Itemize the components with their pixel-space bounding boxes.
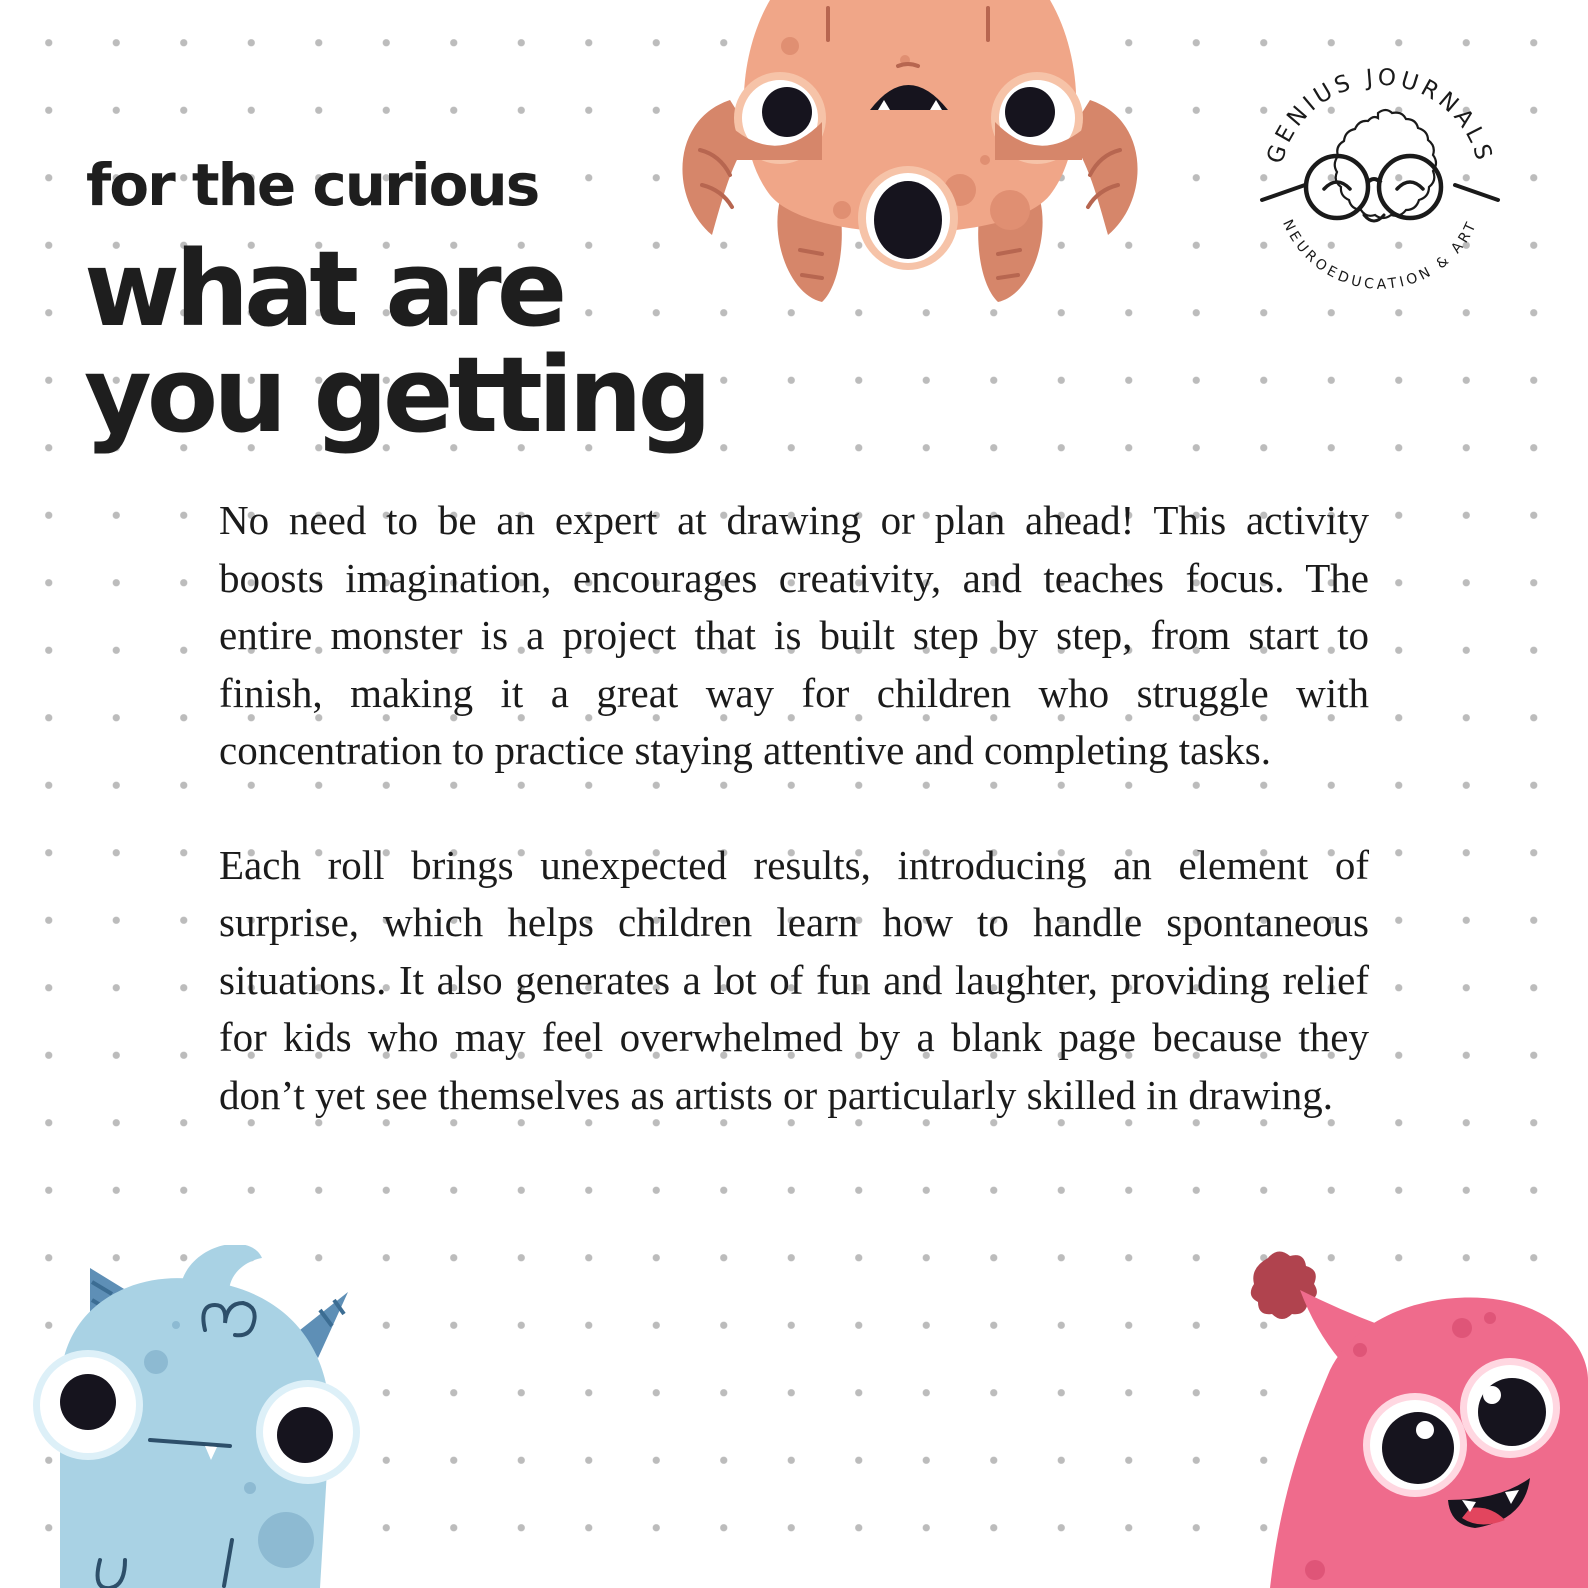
body-text xyxy=(219,492,1369,1124)
page-title xyxy=(84,228,708,456)
genius-journals-logo-icon xyxy=(1250,55,1510,315)
body-paragraph-1: No need to be an expert at drawing or plan ahead! This activity boosts imagination, encourages creativity, and teaches focus. The entire monster is a project that is built step by step, from start to finish, making it a great way for children who struggle with concentration to practice staying attentive and completing tasks. xyxy=(219,497,1369,773)
svg-text:GENIUS JOURNALS: GENIUS JOURNALS xyxy=(1262,64,1498,167)
page-title-line-1: what are xyxy=(84,228,563,350)
pink-monster-icon xyxy=(1225,1245,1588,1588)
body-paragraph-2: Each roll brings unexpected results, introducing an element of surprise, which helps children learn how to handle spontaneous situations. It also generates a lot of fun and laughter, providing relief for kids who may feel overwhelmed by a blank page because they don’t yet see themselves as artists or particularly skilled in drawing. xyxy=(219,841,1369,1118)
page-title-line-2: you getting xyxy=(84,334,708,456)
svg-text:NEUROEDUCATION & ART: NEUROEDUCATION & ART xyxy=(1279,217,1481,293)
section-kicker: for the curious xyxy=(86,151,539,219)
orange-monster-icon xyxy=(670,0,1150,320)
blue-monster-icon xyxy=(20,1245,380,1588)
